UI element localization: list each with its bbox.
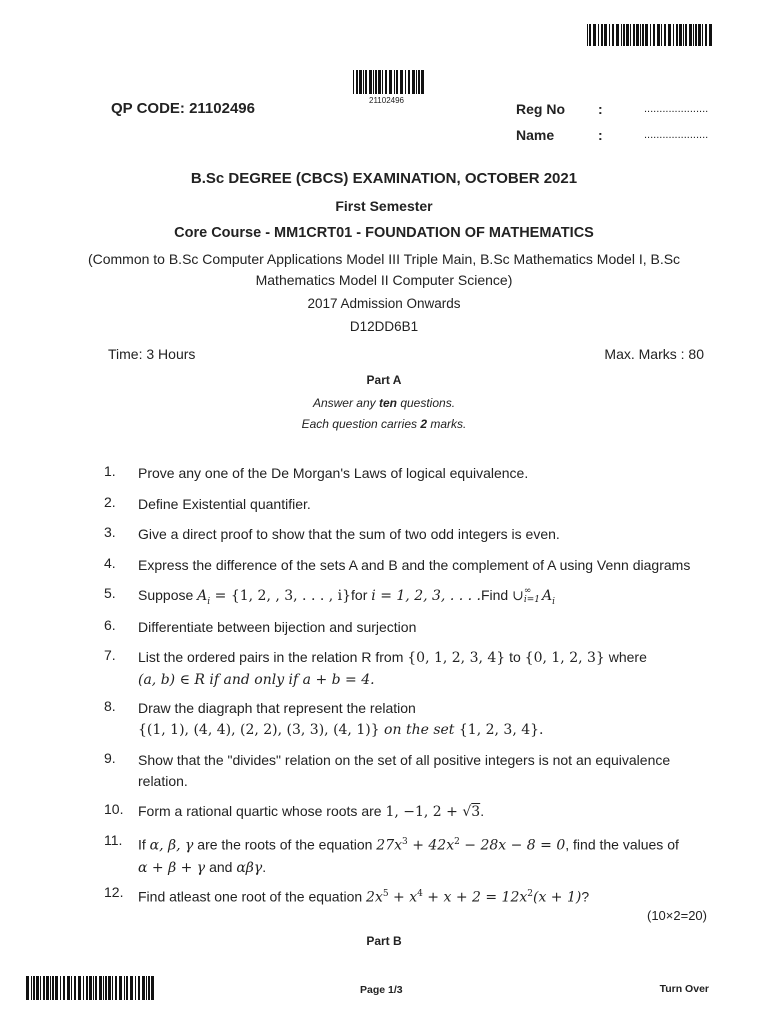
bottom-left-barcode [26, 976, 156, 1000]
question-number: 6. [104, 617, 116, 633]
barcode-bar [702, 24, 703, 46]
barcode-bar [630, 24, 631, 46]
barcode-bar [378, 70, 381, 94]
barcode-bar [589, 24, 591, 46]
barcode-number: 21102496 [369, 96, 404, 105]
barcode-bar [124, 976, 125, 1000]
barcode-bar [664, 24, 666, 46]
barcode-bar [93, 976, 94, 1000]
common-to-line2: Mathematics Model II Computer Science) [255, 272, 513, 288]
barcode-bar [405, 70, 406, 94]
question-text: Express the difference of the sets A and B and the complement of A using Venn diagrams [138, 557, 691, 573]
barcode-bar [389, 70, 392, 94]
question-text: Show that the "divides" relation on the set of all positive integers is not an equivalence relation. [138, 752, 671, 789]
barcode-bar [416, 70, 417, 94]
question-number: 9. [104, 750, 116, 766]
barcode-bar [633, 24, 635, 46]
barcode-bar [418, 70, 420, 94]
part-a-score: (10×2=20) [647, 908, 707, 923]
barcode-bar [685, 24, 687, 46]
paper-code: D12DD6B1 [349, 319, 419, 334]
barcode-bar [130, 976, 133, 1000]
qp-code: QP CODE: 21102496 [111, 100, 255, 117]
course-title: Core Course - MM1CRT01 - FOUNDATION OF MATHEMATICS [174, 225, 594, 241]
barcode-bar [142, 976, 145, 1000]
part-a-heading: Part A [366, 373, 402, 387]
barcode-bar [673, 24, 674, 46]
barcode-bar [661, 24, 662, 46]
barcode-bar [650, 24, 651, 46]
barcode-bar [689, 24, 692, 46]
name-label: Name [516, 127, 555, 143]
question-text: If α, β, γ are the roots of the equation $27x^3 + 42x^2 - 28x - 8 = 0$, find the values of α + β + γ and αβγ. [138, 836, 679, 876]
barcode-bar [31, 976, 32, 1000]
barcode-bar [353, 70, 354, 94]
name-colon: : [598, 127, 603, 143]
barcode-bar [653, 24, 655, 46]
barcode-bar [382, 70, 383, 94]
part-b-heading: Part B [366, 934, 402, 948]
barcode-bar [52, 976, 54, 1000]
common-to-line1: (Common to B.Sc Computer Applications Model III Triple Main, B.Sc Mathematics Model I, B.Sc [87, 251, 681, 267]
barcode-bar [705, 24, 707, 46]
barcode-bar [394, 70, 395, 94]
barcode-bar [626, 24, 629, 46]
barcode-bar [640, 24, 641, 46]
barcode-bar [86, 976, 88, 1000]
barcode-bar [112, 976, 113, 1000]
barcode-bar [369, 70, 372, 94]
barcode-bar [83, 976, 84, 1000]
reg-no-colon: : [598, 101, 603, 117]
question-text: Differentiate between bijection and surjection [138, 619, 417, 635]
center-barcode [353, 70, 427, 94]
instruction-answer: Answer any ten questions. [312, 396, 456, 410]
barcode-bar [146, 976, 147, 1000]
reg-no-label: Reg No [516, 101, 565, 117]
instruction-marks: Each question carries 2 marks. [301, 417, 467, 431]
top-right-barcode [587, 24, 717, 46]
barcode-bar [375, 70, 377, 94]
barcode-bar [598, 24, 599, 46]
question-number: 10. [104, 801, 124, 817]
question-text: Form a rational quartic whose roots are 1, −1, 2 + √3. [138, 803, 485, 820]
barcode-bar [60, 976, 61, 1000]
barcode-bar [78, 976, 81, 1000]
question-text: Give a direct proof to show that the sum of two odd integers is even. [138, 526, 560, 542]
question-text: Prove any one of the De Morgan's Laws of logical equivalence. [138, 465, 529, 481]
question-number: 11. [104, 832, 123, 848]
barcode-bar [115, 976, 117, 1000]
barcode-bar [636, 24, 639, 46]
barcode-bar [95, 976, 97, 1000]
barcode-bar [103, 976, 104, 1000]
barcode-bar [46, 976, 49, 1000]
barcode-bar [676, 24, 678, 46]
question-number: 12. [104, 884, 124, 900]
barcode-bar [645, 24, 648, 46]
barcode-bar [695, 24, 697, 46]
question-number: 1. [104, 463, 116, 479]
barcode-bar [26, 976, 29, 1000]
barcode-bar [693, 24, 694, 46]
barcode-bar [126, 976, 128, 1000]
barcode-bar [679, 24, 682, 46]
barcode-bar [55, 976, 58, 1000]
barcode-bar [148, 976, 150, 1000]
barcode-bar [63, 976, 65, 1000]
barcode-bar [89, 976, 92, 1000]
barcode-bar [373, 70, 374, 94]
question-text: Suppose $A_i = \{1$, 2, , 3, . . . , i}for i = 1, 2, 3, . . . .Find ∪ ∞ i=1 $A_i$ [138, 586, 555, 607]
barcode-bar [385, 70, 387, 94]
barcode-bar [642, 24, 644, 46]
barcode-bar [359, 70, 362, 94]
question-text: List the ordered pairs in the relation R from {0, 1, 2, 3, 4} to {0, 1, 2, 3} where (a, b) ∈ R if and only if a + b = 4. [138, 649, 647, 688]
question-number: 4. [104, 555, 116, 571]
barcode-bar [67, 976, 70, 1000]
barcode-bar [593, 24, 596, 46]
barcode-bar [43, 976, 45, 1000]
barcode-bar [40, 976, 41, 1000]
barcode-bar [604, 24, 607, 46]
barcode-bar [623, 24, 625, 46]
question-number: 8. [104, 698, 116, 714]
barcode-bar [33, 976, 35, 1000]
question-number: 5. [104, 585, 116, 601]
admission-note: 2017 Admission Onwards [307, 296, 461, 311]
barcode-bar [365, 70, 367, 94]
question-text: Find atleast one root of the equation $2x^5 + x^4 + x + 2 = 12x^2(x + 1)$? [138, 888, 590, 906]
barcode-bar [709, 24, 712, 46]
barcode-bar [36, 976, 39, 1000]
barcode-bar [138, 976, 140, 1000]
question-text: Draw the diagraph that represent the relation {(1, 1), (4, 4), (2, 2), (3, 3), (4, 1)} on the set {1, 2, 3, 4}. [138, 700, 544, 738]
barcode-bar [698, 24, 701, 46]
barcode-bar [105, 976, 107, 1000]
barcode-bar [356, 70, 358, 94]
barcode-bar [108, 976, 111, 1000]
barcode-bar [612, 24, 614, 46]
barcode-bar [408, 70, 410, 94]
barcode-bar [135, 976, 136, 1000]
question-text: Define Existential quantifier. [138, 496, 311, 512]
barcode-bar [74, 976, 76, 1000]
name-field: ..................... [644, 129, 709, 141]
barcode-bar [616, 24, 619, 46]
barcode-bar [587, 24, 588, 46]
barcode-bar [683, 24, 684, 46]
barcode-bar [119, 976, 122, 1000]
turn-over: Turn Over [659, 983, 709, 995]
barcode-bar [421, 70, 424, 94]
question-number: 7. [104, 647, 116, 663]
barcode-bar [412, 70, 415, 94]
barcode-bar [668, 24, 671, 46]
barcode-bar [363, 70, 364, 94]
barcode-bar [99, 976, 102, 1000]
max-marks: Max. Marks : 80 [604, 346, 704, 362]
barcode-bar [151, 976, 154, 1000]
reg-no-field: ..................... [644, 103, 709, 115]
question-number: 2. [104, 494, 116, 510]
question-number: 3. [104, 524, 116, 540]
barcode-bar [609, 24, 610, 46]
barcode-bar [657, 24, 660, 46]
page-number: Page 1/3 [360, 984, 403, 996]
barcode-bar [396, 70, 398, 94]
time-allowed: Time: 3 Hours [108, 346, 196, 362]
barcode-bar [71, 976, 72, 1000]
barcode-bar [621, 24, 622, 46]
barcode-bar [601, 24, 603, 46]
barcode-bar [50, 976, 51, 1000]
exam-title: B.Sc DEGREE (CBCS) EXAMINATION, OCTOBER 2021 [190, 170, 578, 187]
semester: First Semester [335, 198, 433, 214]
barcode-bar [400, 70, 403, 94]
